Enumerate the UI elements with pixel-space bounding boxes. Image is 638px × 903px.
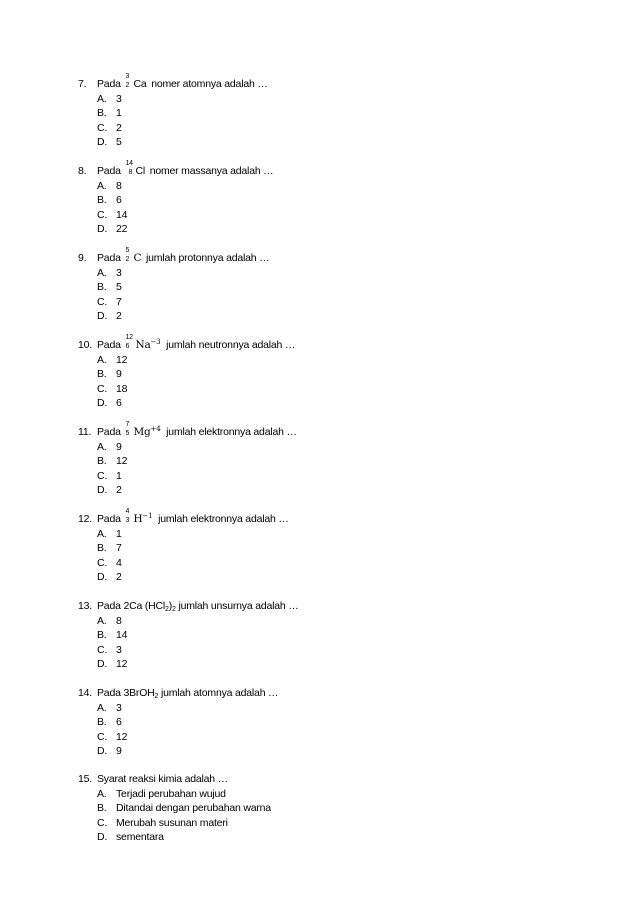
formula-subscript: 2 — [165, 606, 169, 613]
option-letter: A. — [97, 788, 107, 800]
atomic-number: 2 — [125, 82, 130, 89]
question-number: 15. — [78, 773, 92, 785]
option-text: 2 — [116, 310, 122, 323]
isotope-numbers — [125, 508, 133, 525]
isotope-numbers — [125, 334, 135, 351]
option-letter: C. — [97, 556, 108, 569]
question-number: 10. — [78, 339, 92, 351]
option-text: Terjadi perubahan wujud — [116, 788, 226, 800]
option-text: 9 — [116, 745, 122, 758]
question-number: 7. — [78, 78, 87, 90]
question-suffix: jumlah atomnya adalah … — [160, 687, 279, 699]
answer-option-b[interactable] — [78, 106, 598, 120]
answer-option-b[interactable] — [78, 715, 598, 729]
question-13 — [78, 598, 598, 672]
question-text: Syarat reaksi kimia adalah … — [97, 773, 228, 785]
option-text: sementara — [116, 831, 164, 844]
option-letter: A. — [97, 93, 107, 105]
isotope-numbers — [125, 160, 135, 177]
option-text: 1 — [116, 528, 122, 540]
question-number: 11. — [78, 426, 92, 438]
atomic-number: 2 — [125, 256, 130, 263]
answer-option-d[interactable] — [78, 135, 598, 149]
mass-number: 5 — [125, 247, 130, 254]
nuclide-notation — [123, 160, 145, 179]
option-text: 7 — [116, 542, 122, 555]
mass-number: 12 — [125, 334, 133, 341]
isotope-numbers — [125, 73, 133, 90]
element-symbol: C — [133, 252, 142, 264]
option-text: 3 — [116, 267, 122, 279]
question-text — [97, 334, 296, 354]
nuclide-notation — [123, 421, 163, 441]
question-11 — [78, 421, 598, 498]
answer-option-b[interactable] — [78, 367, 598, 381]
option-letter: A. — [97, 615, 107, 627]
atomic-number: 8 — [128, 169, 133, 176]
answer-option-d[interactable] — [78, 570, 598, 584]
answer-option-c[interactable] — [78, 556, 598, 570]
option-text: 9 — [116, 368, 122, 381]
option-text: 2 — [116, 121, 122, 134]
question-12 — [78, 508, 598, 585]
question-prefix: Pada — [97, 513, 121, 525]
option-text: 1 — [116, 107, 122, 120]
option-letter: D. — [97, 397, 108, 410]
option-letter: C. — [97, 730, 108, 743]
option-text: 5 — [116, 281, 122, 294]
question-stem — [78, 598, 598, 614]
option-letter: A. — [97, 702, 107, 714]
question-prefix: Pada — [97, 426, 121, 438]
question-text — [97, 421, 297, 441]
atomic-number: 3 — [125, 517, 130, 524]
question-prefix: Pada — [97, 339, 121, 351]
option-text: 6 — [116, 194, 122, 207]
answer-option-a[interactable] — [78, 787, 598, 801]
option-text: 6 — [116, 716, 122, 729]
chemical-formula — [123, 600, 175, 612]
answer-option-b[interactable] — [78, 193, 598, 207]
question-stem — [78, 685, 598, 701]
option-text: 14 — [116, 208, 128, 221]
question-prefix: Pada — [97, 252, 121, 264]
option-letter: A. — [97, 354, 107, 366]
formula-subscript: 2 — [172, 606, 176, 613]
question-prefix: Pada — [97, 165, 121, 177]
question-stem — [78, 508, 598, 527]
answer-option-a[interactable] — [78, 440, 598, 454]
option-letter: C. — [97, 816, 108, 829]
mass-number: 7 — [125, 421, 130, 428]
question-suffix: nomer atomnya adalah … — [151, 78, 268, 90]
question-15 — [78, 771, 598, 845]
answer-option-c[interactable] — [78, 295, 598, 309]
option-text: 12 — [116, 455, 128, 468]
option-letter: B. — [97, 629, 107, 642]
answer-option-a[interactable] — [78, 701, 598, 715]
option-letter: D. — [97, 136, 108, 149]
answer-option-c[interactable] — [78, 382, 598, 396]
answer-option-d[interactable] — [78, 396, 598, 410]
question-suffix: jumlah unsurnya adalah … — [178, 600, 299, 612]
ion-charge: −3 — [150, 338, 161, 346]
answer-option-b[interactable] — [78, 280, 598, 294]
isotope-numbers — [125, 421, 133, 438]
mass-number: 14 — [125, 160, 133, 167]
answer-option-c[interactable] — [78, 469, 598, 483]
question-text — [97, 160, 274, 179]
option-text: 1 — [116, 469, 122, 482]
question-14 — [78, 685, 598, 759]
formula-part: 3BrOH — [123, 687, 155, 699]
answer-option-d[interactable] — [78, 744, 598, 758]
ion-charge: +4 — [150, 425, 161, 433]
option-text: 4 — [116, 556, 122, 569]
option-text: 22 — [116, 223, 128, 236]
option-text: 18 — [116, 382, 128, 395]
question-prefix: Pada — [97, 687, 121, 699]
option-text: 3 — [116, 93, 122, 105]
option-text: Merubah susunan materi — [116, 816, 228, 829]
option-letter: B. — [97, 107, 107, 120]
answer-option-a[interactable] — [78, 353, 598, 367]
option-letter: A. — [97, 441, 107, 453]
answer-option-c[interactable] — [78, 730, 598, 744]
option-text: 8 — [116, 180, 122, 192]
option-letter: B. — [97, 716, 107, 729]
option-letter: C. — [97, 121, 108, 134]
element-symbol: H — [133, 513, 143, 525]
question-8 — [78, 160, 598, 237]
mass-number: 3 — [125, 73, 130, 80]
question-suffix: nomer massanya adalah … — [149, 165, 274, 177]
option-text: Ditandai dengan perubahan warna — [116, 802, 271, 815]
question-stem — [78, 334, 598, 353]
question-number: 8. — [78, 165, 87, 177]
question-text — [97, 73, 268, 92]
option-text: 3 — [116, 702, 122, 714]
option-letter: D. — [97, 484, 108, 497]
element-symbol: Na — [135, 339, 151, 351]
option-letter: B. — [97, 194, 107, 207]
option-letter: B. — [97, 281, 107, 294]
option-letter: D. — [97, 310, 108, 323]
option-text: 9 — [116, 441, 122, 453]
question-suffix: jumlah elektronnya adalah … — [166, 426, 297, 438]
question-stem — [78, 421, 598, 440]
option-text: 2 — [116, 484, 122, 497]
option-letter: D. — [97, 658, 108, 671]
mass-number: 4 — [125, 508, 130, 515]
answer-option-d[interactable] — [78, 309, 598, 323]
answer-option-a[interactable] — [78, 614, 598, 628]
answer-option-d[interactable] — [78, 830, 598, 844]
option-text: 2 — [116, 571, 122, 584]
option-letter: D. — [97, 571, 108, 584]
question-stem — [78, 160, 598, 179]
atomic-number: 5 — [125, 430, 130, 437]
option-letter: A. — [97, 528, 107, 540]
nuclide-notation — [123, 73, 147, 92]
option-text: 8 — [116, 615, 122, 627]
nuclide-notation — [123, 247, 142, 266]
question-suffix: jumlah neutronnya adalah … — [166, 339, 296, 351]
option-letter: D. — [97, 745, 108, 758]
answer-option-b[interactable] — [78, 541, 598, 555]
answer-option-d[interactable] — [78, 657, 598, 671]
nuclide-notation — [123, 508, 155, 528]
answer-option-d[interactable] — [78, 483, 598, 497]
question-number: 13. — [78, 600, 92, 612]
option-letter: C. — [97, 382, 108, 395]
option-letter: D. — [97, 223, 108, 236]
option-text: 5 — [116, 136, 122, 149]
formula-part: ) — [168, 600, 173, 612]
option-text: 3 — [116, 643, 122, 656]
option-letter: B. — [97, 802, 107, 815]
question-7 — [78, 73, 598, 150]
option-text: 14 — [116, 629, 128, 642]
option-letter: C. — [97, 295, 108, 308]
question-text — [97, 508, 289, 528]
option-text: 12 — [116, 658, 128, 671]
chemical-formula — [123, 687, 158, 699]
isotope-numbers — [125, 247, 133, 264]
option-text: 12 — [116, 730, 128, 743]
question-10 — [78, 334, 598, 411]
question-stem — [78, 73, 598, 92]
question-prefix: Pada — [97, 600, 121, 612]
answer-option-b[interactable] — [78, 801, 598, 815]
answer-option-c[interactable] — [78, 121, 598, 135]
option-text: 6 — [116, 397, 122, 410]
formula-part: 2Ca (HCl — [123, 600, 166, 612]
question-number: 9. — [78, 252, 87, 264]
option-letter: B. — [97, 368, 107, 381]
option-text: 7 — [116, 295, 122, 308]
atomic-number: 6 — [125, 343, 130, 350]
question-text — [97, 247, 270, 266]
question-prefix: Pada — [97, 78, 121, 90]
element-symbol: Mg — [133, 426, 151, 438]
option-text: 12 — [116, 354, 128, 366]
answer-option-c[interactable] — [78, 643, 598, 657]
question-suffix: jumlah elektronnya adalah … — [158, 513, 289, 525]
option-letter: C. — [97, 469, 108, 482]
answer-option-a[interactable] — [78, 92, 598, 106]
option-letter: A. — [97, 267, 107, 279]
answer-option-a[interactable] — [78, 527, 598, 541]
answer-option-d[interactable] — [78, 222, 598, 236]
option-letter: C. — [97, 643, 108, 656]
option-letter: C. — [97, 208, 108, 221]
answer-option-a[interactable] — [78, 266, 598, 280]
question-suffix: jumlah protonnya adalah … — [146, 252, 270, 264]
question-stem — [78, 247, 598, 266]
option-letter: B. — [97, 455, 107, 468]
question-number: 12. — [78, 513, 92, 525]
element-symbol: Ca — [133, 78, 147, 90]
option-letter: B. — [97, 542, 107, 555]
question-stem — [78, 771, 598, 787]
answer-option-c[interactable] — [78, 816, 598, 830]
nuclide-notation — [123, 334, 163, 354]
element-symbol: Cl — [135, 165, 145, 177]
answer-option-b[interactable] — [78, 454, 598, 468]
question-9 — [78, 247, 598, 324]
ion-charge: −1 — [142, 512, 153, 520]
option-letter: A. — [97, 180, 107, 192]
answer-option-c[interactable] — [78, 208, 598, 222]
question-number: 14. — [78, 687, 92, 699]
formula-subscript: 2 — [154, 693, 159, 700]
answer-option-a[interactable] — [78, 179, 598, 193]
answer-option-b[interactable] — [78, 628, 598, 642]
option-letter: D. — [97, 831, 108, 844]
